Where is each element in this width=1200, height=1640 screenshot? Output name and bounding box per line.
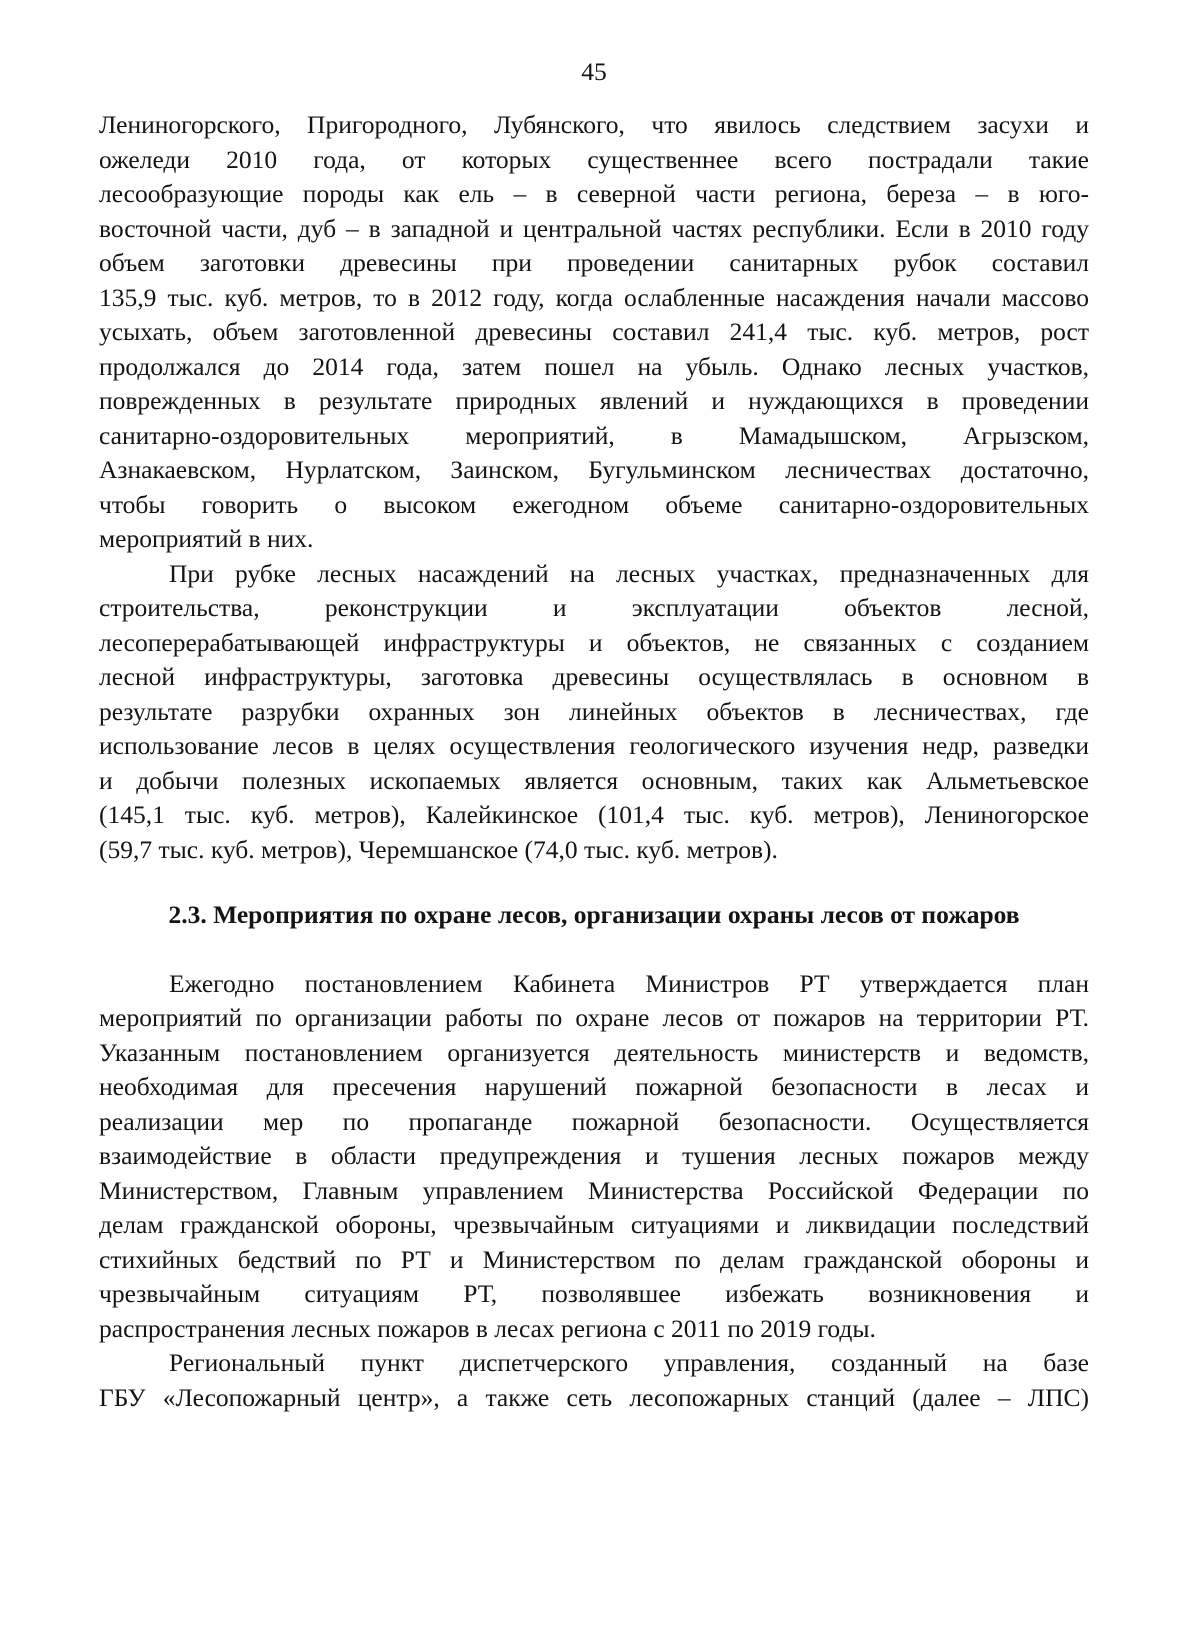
text-line: мероприятий по организации работы по охране лесов от пожаров на территории РТ. (99, 1003, 1089, 1032)
text-line: Министерством, Главным управлением Министерства Российской Федерации по (99, 1175, 1089, 1205)
text-line: чтобы говорить о высоком ежегодном объеме санитарно-оздоровительных (99, 489, 1089, 519)
text-line: объем заготовки древесины при проведении санитарных рубок составил (99, 248, 1089, 277)
text-line: мероприятий в них. (99, 524, 314, 553)
paragraph (99, 967, 1089, 1347)
text-line: Азнакаевском, Нурлатском, Заинском, Бугульминском лесничествах достаточно, (99, 455, 1089, 484)
text-line: лесной инфраструктуры, заготовка древесины осуществлялась в основном в (99, 662, 1089, 691)
text-line: делам гражданской обороны, чрезвычайным ситуациями и ликвидации последствий (99, 1210, 1089, 1239)
text-line: лесоперерабатывающей инфраструктуры и объектов, не связанных с созданием (99, 627, 1089, 657)
paragraph (99, 1346, 1089, 1415)
document-body (99, 108, 1089, 1415)
text-line: Указанным постановлением организуется деятельность министерств и ведомств, (99, 1037, 1089, 1067)
text-line: результате разрубки охранных зон линейных объектов в лесничествах, где (99, 696, 1089, 726)
text-line: необходимая для пресечения нарушений пожарной безопасности в лесах и (99, 1072, 1089, 1101)
text-line: (145,1 тыс. куб. метров), Калейкинское (101,4 тыс. куб. метров), Лениногорское (99, 800, 1089, 829)
text-line: лесообразующие породы как ель – в северной части региона, береза – в юго- (99, 179, 1089, 208)
text-line: ожеледи 2010 года, от которых существеннее всего пострадали такие (99, 144, 1089, 174)
section-heading: 2.3. Мероприятия по охране лесов, организации охраны лесов от пожаров (168, 899, 1020, 929)
text-line: продолжался до 2014 года, затем пошел на убыль. Однако лесных участков, (99, 351, 1089, 381)
text-line: стихийных бедствий по РТ и Министерством по делам гражданской обороны и (99, 1244, 1089, 1274)
text-line: восточной части, дуб – в западной и центральной частях республики. Если в 2010 году (99, 213, 1089, 243)
paragraph (99, 557, 1089, 868)
text-line: чрезвычайным ситуациям РТ, позволявшее избежать возникновения и (99, 1279, 1089, 1308)
text-line: взаимодействие в области предупреждения и тушения лесных пожаров между (99, 1141, 1089, 1170)
text-line: Ежегодно постановлением Кабинета Министров РТ утверждается план (169, 968, 1089, 998)
text-line: реализации мер по пропаганде пожарной безопасности. Осуществляется (99, 1106, 1089, 1136)
text-line: Лениногорского, Пригородного, Лубянского, что явилось следствием засухи и (99, 110, 1089, 139)
text-line: использование лесов в целях осуществления геологического изучения недр, разведки (99, 731, 1089, 760)
text-line: (59,7 тыс. куб. метров), Черемшанское (74,0 тыс. куб. метров). (99, 834, 778, 864)
text-line: ГБУ «Лесопожарный центр», а также сеть лесопожарных станций (далее – ЛПС) (99, 1382, 1089, 1412)
text-line: строительства, реконструкции и эксплуатации объектов лесной, (99, 593, 1089, 622)
paragraph (99, 108, 1089, 557)
text-line: При рубке лесных насаждений на лесных участках, предназначенных для (169, 558, 1089, 588)
text-line: Региональный пункт диспетчерского управления, созданный на базе (169, 1348, 1089, 1377)
text-line: усыхать, объем заготовленной древесины составил 241,4 тыс. куб. метров, рост (99, 317, 1089, 346)
text-line: поврежденных в результате природных явлений и нуждающихся в проведении (99, 386, 1089, 415)
text-line: распространения лесных пожаров в лесах региона с 2011 по 2019 годы. (99, 1313, 876, 1343)
text-line: и добычи полезных ископаемых является основным, таких как Альметьевское (99, 765, 1089, 795)
text-line: 135,9 тыс. куб. метров, то в 2012 году, когда ослабленные насаждения начали массово (99, 282, 1089, 312)
page-number: 45 (581, 57, 607, 86)
text-line: санитарно-оздоровительных мероприятий, в Мамадышском, Агрызском, (99, 420, 1089, 450)
